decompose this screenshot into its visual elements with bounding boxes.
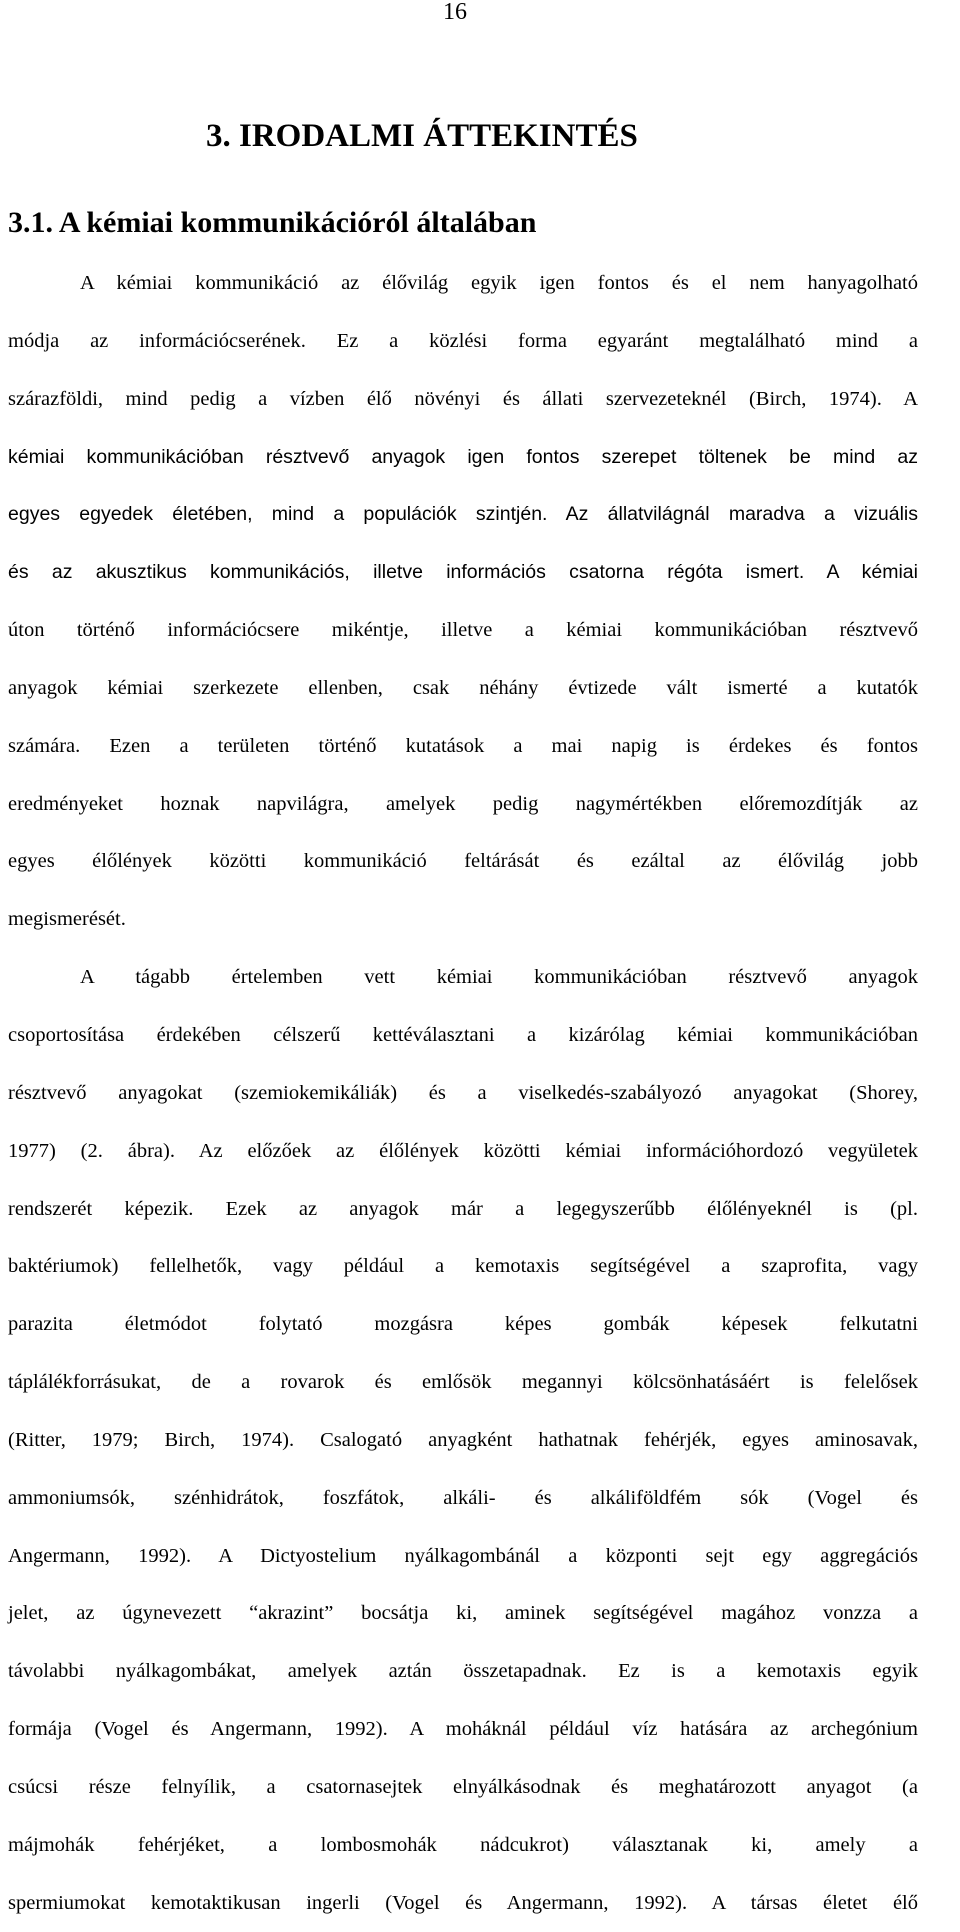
section-title: 3.1. A kémiai kommunikációról általában	[8, 206, 537, 239]
text-line: eredményeket hoznak napvilágra, amelyek pedig nagymértékben előremozdítják az	[8, 792, 918, 815]
chapter-title: 3. IRODALMI ÁTTEKINTÉS	[206, 118, 638, 154]
text-line: A tágabb értelemben vett kémiai kommunikációban résztvevő anyagok	[80, 966, 918, 989]
text-line: A kémiai kommunikáció az élővilág egyik igen fontos és el nem hanyagolható	[80, 272, 918, 294]
text-line: Angermann, 1992). A Dictyostelium nyálkagombánál a központi sejt egy aggregációs	[8, 1544, 918, 1567]
text-line: számára. Ezen a területen történő kutatások a mai napig is érdekes és fontos	[8, 734, 918, 757]
text-line: és az akusztikus kommunikációs, illetve információs csatorna régóta ismert. A kémiai	[8, 561, 918, 584]
text-line: táplálékforrásukat, de a rovarok és emlősök megannyi kölcsönhatásáért is felelősek	[8, 1371, 918, 1394]
text-line: csoportosítása érdekében célszerű kettéválasztani a kizárólag kémiai kommunikációban	[8, 1023, 918, 1046]
text-line: jelet, az úgynevezett “akrazint” bocsátja ki, aminek segítségével magához vonzza a	[8, 1602, 918, 1625]
text-line: 1977) (2. ábra). Az előzőek az élőlények közötti kémiai információhordozó vegyületek	[8, 1139, 918, 1162]
text-line: májmohák fehérjéket, a lombosmohák nádcukrot) választanak ki, amely a	[8, 1833, 918, 1856]
body-text	[8, 255, 918, 1932]
text-line: úton történő információcsere mikéntje, illetve a kémiai kommunikációban résztvevő	[8, 619, 918, 642]
text-line: résztvevő anyagokat (szemiokemikáliák) és a viselkedés-szabályozó anyagokat (Shorey,	[8, 1081, 918, 1104]
text-line: megismerését.	[8, 908, 126, 931]
text-line: spermiumokat kemotaktikusan ingerli (Vogel és Angermann, 1992). A társas életet élő	[8, 1891, 918, 1914]
text-line: szárazföldi, mind pedig a vízben élő növényi és állati szervezeteknél (Birch, 1974). A	[8, 387, 918, 410]
text-line: távolabbi nyálkagombákat, amelyek aztán összetapadnak. Ez is a kemotaxis egyik	[8, 1660, 918, 1683]
text-line: (Ritter, 1979; Birch, 1974). Csalogató anyagként hathatnak fehérjék, egyes aminosavak,	[8, 1428, 918, 1451]
text-line: formája (Vogel és Angermann, 1992). A moháknál például víz hatására az archegónium	[8, 1718, 918, 1741]
text-line: kémiai kommunikációban résztvevő anyagok igen fontos szerepet töltenek be mind az	[8, 445, 918, 468]
page-number: 16	[443, 0, 467, 25]
text-line: rendszerét képezik. Ezek az anyagok már a legegyszerűbb élőlényeknél is (pl.	[8, 1197, 918, 1220]
text-line: csúcsi része felnyílik, a csatornasejtek elnyálkásodnak és meghatározott anyagot (a	[8, 1775, 918, 1798]
text-line: parazita életmódot folytató mozgásra képes gombák képesek felkutatni	[8, 1313, 918, 1336]
text-line: egyes egyedek életében, mind a populációk szintjén. Az állatvilágnál maradva a vizuális	[8, 503, 918, 526]
text-line: baktériumok) fellelhetők, vagy például a kemotaxis segítségével a szaprofita, vagy	[8, 1255, 918, 1278]
text-line: ammoniumsók, szénhidrátok, foszfátok, alkáli- és alkáliföldfém sók (Vogel és	[8, 1486, 918, 1509]
text-line: módja az információcserének. Ez a közlési forma egyaránt megtalálható mind a	[8, 329, 918, 352]
text-line: anyagok kémiai szerkezete ellenben, csak néhány évtizede vált ismerté a kutatók	[8, 676, 918, 699]
text-line: egyes élőlények közötti kommunikáció feltárását és ezáltal az élővilág jobb	[8, 850, 918, 873]
